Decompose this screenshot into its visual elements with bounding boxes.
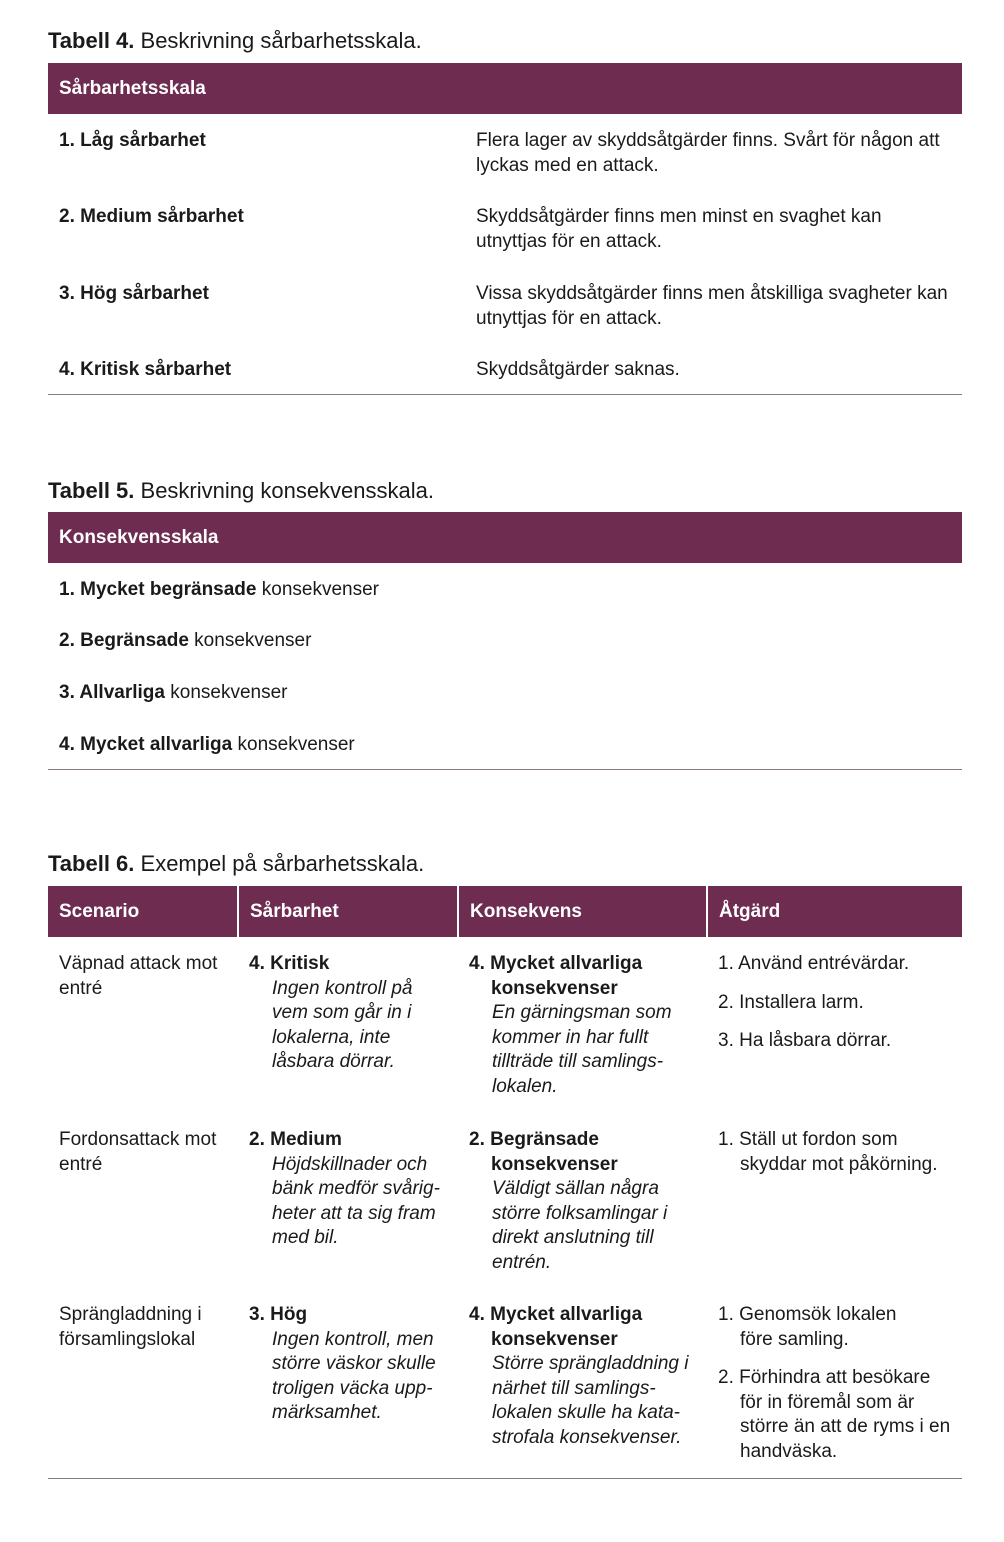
table5-row2-bold: 2. Begränsade bbox=[59, 630, 189, 651]
table6-caption bbox=[48, 851, 424, 877]
table6-header-vulnerability: Sårbarhet bbox=[239, 886, 457, 937]
table4-row3-level: 3. Hög sårbarhet bbox=[59, 283, 209, 304]
table5-bottom-rule bbox=[48, 769, 962, 770]
table6-row2-action1: 1. Ställ ut fordon som skyddar mot påkörning. bbox=[718, 1129, 938, 1175]
table6-header-scenario: Scenario bbox=[48, 886, 237, 937]
table4-row1-desc: Flera lager av skyddsåtgärder finns. Svårt för någon att lyckas med en attack. bbox=[476, 130, 940, 176]
table5-caption-text: Beskrivning konsekvensskala. bbox=[134, 478, 434, 503]
table5-row2 bbox=[59, 629, 311, 654]
table4-caption bbox=[48, 28, 422, 54]
table6-caption-label: Tabell 6. bbox=[48, 851, 135, 876]
table4-header: Sårbarhetsskala bbox=[48, 63, 962, 114]
table6-row1-action2: 2. Installera larm. bbox=[718, 991, 864, 1013]
table6-row1-vuln-desc: Ingen kontroll på vem som går in i lokalerna, inte låsbara dörrar. bbox=[272, 977, 413, 1072]
table4-row2-desc: Skyddsåtgärder finns men minst en svaghet kan utnyttjas för en attack. bbox=[476, 206, 882, 252]
table5-row1 bbox=[59, 578, 379, 603]
table6-bottom-rule bbox=[48, 1478, 962, 1479]
table6-row2-actions bbox=[718, 1128, 958, 1177]
table6-row3-action2: 2. Förhindra att besökare för in föremål som är större än att de ryms i en handväska. bbox=[718, 1367, 951, 1462]
table6-row2-consequence bbox=[469, 1128, 694, 1275]
table4-row4-desc: Skyddsåtgärder saknas. bbox=[476, 359, 680, 380]
table6-row1-actions bbox=[718, 952, 958, 1054]
table6-row1-cons-level: 4. Mycket allvarliga konsekvenser bbox=[469, 953, 643, 999]
table6-header-action: Åtgärd bbox=[708, 886, 962, 937]
table6-header-consequence: Konsekvens bbox=[459, 886, 706, 937]
table6-row3-cons-level: 4. Mycket allvarliga konsekvenser bbox=[469, 1304, 643, 1350]
table4-bottom-rule bbox=[48, 394, 962, 395]
table4-caption-label: Tabell 4. bbox=[48, 28, 135, 53]
table5-row1-rest: konsekvenser bbox=[256, 579, 379, 600]
table6-row2-vuln-level: 2. Medium bbox=[249, 1129, 342, 1150]
table5-caption-label: Tabell 5. bbox=[48, 478, 135, 503]
table5-row3-rest: konsekvenser bbox=[164, 682, 288, 703]
table4-caption-text: Beskrivning sårbarhetsskala. bbox=[134, 28, 422, 53]
table6-row3-vulnerability bbox=[249, 1303, 454, 1426]
table6-row2-scenario: Fordonsattack mot entré bbox=[59, 1129, 217, 1175]
table6-row1-vuln-level: 4. Kritisk bbox=[249, 953, 330, 974]
table4-row3-desc: Vissa skyddsåtgärder finns men åtskilliga svagheter kan utnyttjas för en attack. bbox=[476, 283, 948, 329]
table6-row3-action1: 1. Genomsök lokalen före samling. bbox=[718, 1304, 897, 1350]
table6-row3-cons-desc: Större sprängladdning i närhet till samlings-lokalen skulle ha kata-strofala konsekvenser. bbox=[492, 1353, 689, 1448]
table6-row2-cons-level: 2. Begränsade konsekvenser bbox=[469, 1129, 618, 1175]
table6-row3-vuln-level: 3. Hög bbox=[249, 1304, 308, 1325]
table6-row3-vuln-desc: Ingen kontroll, men större väskor skulle troligen väcka upp-märksamhet. bbox=[272, 1328, 436, 1423]
table5-row4 bbox=[59, 733, 355, 758]
table6-row1-consequence bbox=[469, 952, 694, 1099]
table5-row4-rest: konsekvenser bbox=[232, 734, 355, 755]
table6-row1-action1: 1. Använd entrévärdar. bbox=[718, 953, 910, 974]
table6-row2-vulnerability bbox=[249, 1128, 454, 1251]
table5-caption bbox=[48, 478, 434, 504]
table6-row2-cons-desc: Väldigt sällan några större folksamlingar i direkt anslutning till entrén. bbox=[492, 1178, 668, 1273]
table5-row3 bbox=[59, 681, 287, 706]
table4-row2-level: 2. Medium sårbarhet bbox=[59, 206, 244, 227]
table6-row1-scenario: Väpnad attack mot entré bbox=[59, 953, 218, 999]
table6-row1-action3: 3. Ha låsbara dörrar. bbox=[718, 1030, 892, 1051]
table6-row3-scenario: Sprängladdning i församlingslokal bbox=[59, 1304, 202, 1350]
table4-row1-level: 1. Låg sårbarhet bbox=[59, 130, 206, 151]
table5-header: Konsekvensskala bbox=[48, 512, 962, 563]
table5-row1-bold: 1. Mycket begränsade bbox=[59, 579, 257, 600]
table6-caption-text: Exempel på sårbarhetsskala. bbox=[134, 851, 425, 876]
table4-row4-level: 4. Kritisk sårbarhet bbox=[59, 359, 232, 380]
table5-row2-rest: konsekvenser bbox=[188, 630, 312, 651]
table6-row3-actions bbox=[718, 1303, 953, 1464]
table5-row3-bold: 3. Allvarliga bbox=[59, 682, 165, 703]
table6-row2-vuln-desc: Höjdskillnader och bänk medför svårig-heter att ta sig fram med bil. bbox=[272, 1153, 440, 1248]
table6-row1-vulnerability bbox=[249, 952, 449, 1075]
table6-row3-consequence bbox=[469, 1303, 694, 1450]
table5-row4-bold: 4. Mycket allvarliga bbox=[59, 734, 233, 755]
table6-row1-cons-desc: En gärningsman som kommer in har fullt tillträde till samlings-lokalen. bbox=[492, 1002, 672, 1097]
